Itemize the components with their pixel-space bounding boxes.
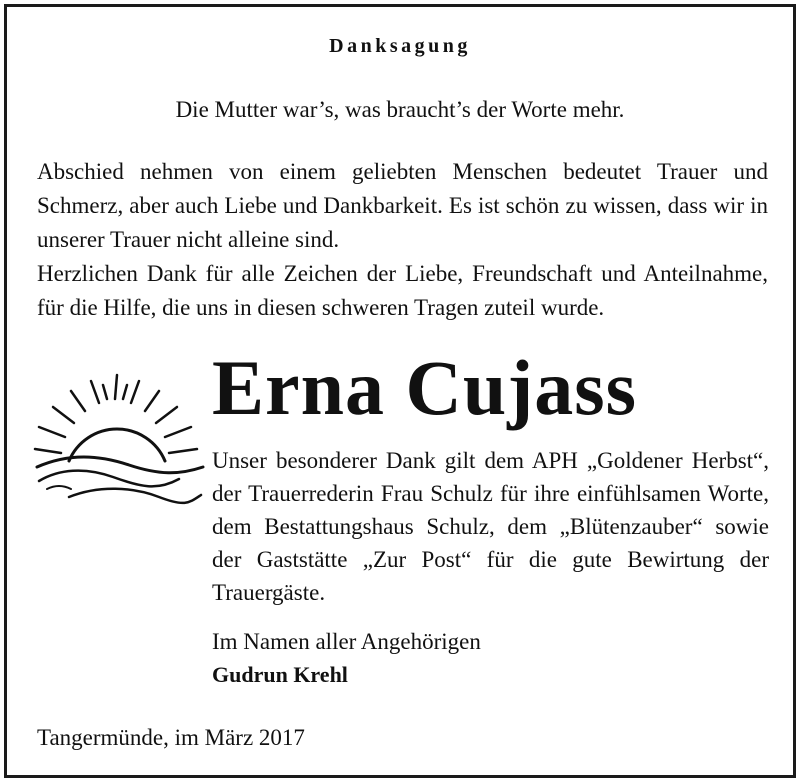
sunset-over-hills-icon [29, 369, 209, 519]
place-date: Tangermünde, im März 2017 [37, 725, 305, 750]
deceased-name: Erna Cujass [212, 344, 637, 431]
farewell-paragraph: Abschied nehmen von einem geliebten Menschen bedeutet Trauer und Schmerz, aber auch Liebe und Dankbarkeit. Es ist schön zu wissen, dass wir in unserer Trauer nicht alleine sind. [37, 159, 768, 252]
special-thanks-paragraph: Unser besonderer Dank gilt dem APH „Goldener Herbst“, der Trauerrederin Frau Schulz für ihre einfühlsamen Worte, dem Bestattungshaus Schulz, dem „Blütenzauber“ sowie der Gaststätte „Zur Post“ für die gute Bewirtung der Trauergäste. [212, 448, 769, 605]
notice-heading: Danksagung [329, 35, 471, 57]
notice-frame [4, 4, 796, 778]
gratitude-paragraph: Herzlichen Dank für alle Zeichen der Liebe, Freundschaft und Anteilnahme, für die Hilfe, die uns in diesen schweren Tragen zuteil wurde. [37, 261, 768, 320]
motto-quote: Die Mutter war’s, was braucht’s der Worte mehr. [175, 97, 625, 122]
on-behalf-line: Im Namen aller Angehörigen [212, 629, 481, 654]
signer-name: Gudrun Krehl [212, 662, 348, 687]
